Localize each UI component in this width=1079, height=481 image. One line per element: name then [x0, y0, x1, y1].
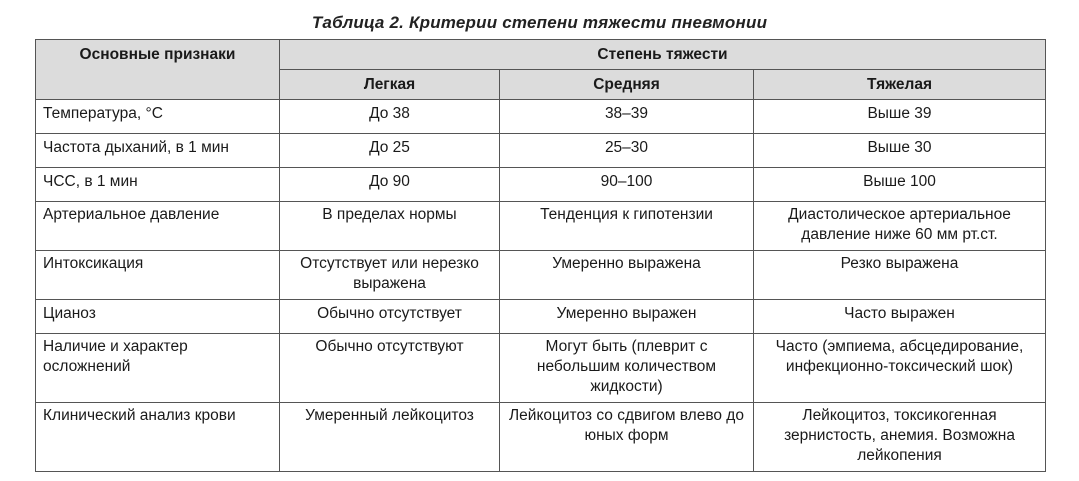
header-level-severe: Тяжелая	[754, 70, 1046, 100]
cell-severe: Лейкоцитоз, токсикогенная зернистость, анемия. Возможна лейкопения	[754, 403, 1046, 472]
table-row	[36, 100, 1046, 134]
table-row	[36, 403, 1046, 472]
cell-moderate: Умеренно выражен	[500, 300, 754, 334]
cell-mild: Обычно отсутствуют	[280, 334, 500, 403]
cell-mild: До 90	[280, 168, 500, 202]
cell-mild: Обычно отсутствует	[280, 300, 500, 334]
cell-moderate: Умеренно выражена	[500, 251, 754, 300]
cell-mild: До 25	[280, 134, 500, 168]
header-main-signs: Основные признаки	[36, 40, 280, 100]
table-row	[36, 168, 1046, 202]
cell-severe: Часто выражен	[754, 300, 1046, 334]
cell-moderate: Тенденция к гипотензии	[500, 202, 754, 251]
row-label: Частота дыханий, в 1 мин	[36, 134, 280, 168]
cell-severe: Выше 39	[754, 100, 1046, 134]
table-row	[36, 251, 1046, 300]
header-severity-group: Степень тяжести	[280, 40, 1046, 70]
row-label: ЧСС, в 1 мин	[36, 168, 280, 202]
table-row	[36, 300, 1046, 334]
cell-mild: В пределах нормы	[280, 202, 500, 251]
table-caption: Таблица 2. Критерии степени тяжести пневмонии	[311, 13, 768, 32]
cell-severe: Выше 30	[754, 134, 1046, 168]
cell-severe: Выше 100	[754, 168, 1046, 202]
table-row	[36, 334, 1046, 403]
row-label: Артериальное давление	[36, 202, 280, 251]
cell-moderate: 25–30	[500, 134, 754, 168]
table-row	[36, 202, 1046, 251]
cell-moderate: 90–100	[500, 168, 754, 202]
cell-moderate: 38–39	[500, 100, 754, 134]
pneumonia-severity-table	[35, 39, 1046, 472]
cell-severe: Резко выражена	[754, 251, 1046, 300]
row-label: Температура, °С	[36, 100, 280, 134]
cell-severe: Диастолическое артериальное давление ниже 60 мм рт.ст.	[754, 202, 1046, 251]
cell-severe: Часто (эмпиема, абсцедирование, инфекционно-токсический шок)	[754, 334, 1046, 403]
row-label: Клинический анализ крови	[36, 403, 280, 472]
cell-moderate: Могут быть (плеврит с небольшим количеством жидкости)	[500, 334, 754, 403]
cell-mild: Умеренный лейкоцитоз	[280, 403, 500, 472]
cell-mild: До 38	[280, 100, 500, 134]
header-level-moderate: Средняя	[500, 70, 754, 100]
cell-moderate: Лейкоцитоз со сдвигом влево до юных форм	[500, 403, 754, 472]
row-label: Интоксикация	[36, 251, 280, 300]
header-level-mild: Легкая	[280, 70, 500, 100]
table-row	[36, 134, 1046, 168]
row-label: Наличие и характер осложнений	[36, 334, 280, 403]
row-label: Цианоз	[36, 300, 280, 334]
cell-mild: Отсутствует или нерезко выражена	[280, 251, 500, 300]
